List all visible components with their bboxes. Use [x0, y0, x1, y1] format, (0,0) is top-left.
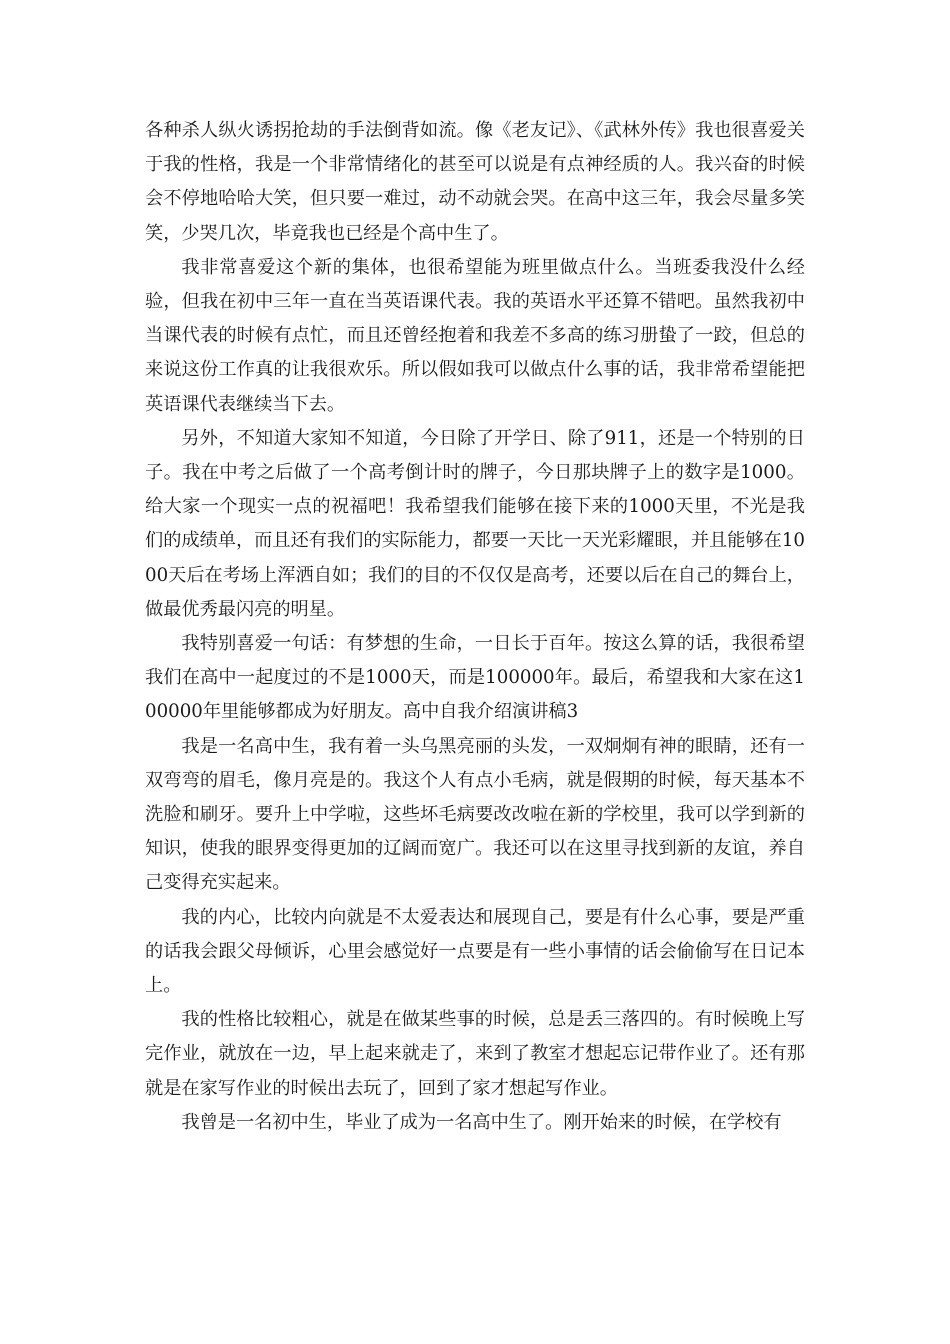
- paragraph-1: 各种杀人纵火诱拐抢劫的手法倒背如流。像《老友记》、《武林外传》我也很喜爱关于我的性格，我是一个非常情绪化的甚至可以说是有点神经质的人。我兴奋的时候会不停地哈哈大笑，但只要一难过，动不动就会哭。在高中这三年，我会尽量多笑笑，少哭几次，毕竟我也已经是个高中生了。: [145, 120, 805, 244]
- paragraph-3: 另外，不知道大家知不知道，今日除了开学日、除了911，还是一个特别的日子。我在中考之后做了一个高考倒计时的牌子，今日那块牌子上的数字是1000。给大家一个现实一点的祝福吧！我希望我们能够在接下来的1000天里，不光是我们的成绩单，而且还有我们的实际能力，都要一天比一天光彩耀眼，并且能够在1000天后在考场上浑洒自如；我们的目的不仅仅是高考，还要以后在自己的舞台上，做最优秀最闪亮的明星。: [145, 427, 805, 620]
- paragraph-7: 我的性格比较粗心，就是在做某些事的时候，总是丢三落四的。有时候晚上写完作业，就放在一边，早上起来就走了，来到了教室才想起忘记带作业了。还有那就是在家写作业的时候出去玩了，回到了家才想起写作业。: [145, 1009, 805, 1099]
- body-text: [145, 114, 805, 1140]
- paragraph-4: 我特别喜爱一句话：有梦想的生命，一日长于百年。按这么算的话，我很希望我们在高中一起度过的不是1000天，而是100000年。最后，希望我和大家在这100000年里能够都成为好朋友。高中自我介绍演讲稿3: [145, 633, 805, 723]
- paragraph-5: 我是一名高中生，我有着一头乌黑亮丽的头发，一双炯炯有神的眼睛，还有一双弯弯的眉毛，像月亮是的。我这个人有点小毛病，就是假期的时候，每天基本不洗脸和刷牙。要升上中学啦，这些坏毛病要改改啦在新的学校里，我可以学到新的知识，使我的眼界变得更加的辽阔而宽广。我还可以在这里寻找到新的友谊，养自己变得充实起来。: [145, 735, 805, 894]
- paragraph-8: 我曾是一名初中生，毕业了成为一名高中生了。刚开始来的时候，在学校有: [181, 1111, 782, 1133]
- paragraph-2: 我非常喜爱这个新的集体，也很希望能为班里做点什么。当班委我没什么经验，但我在初中三年一直在当英语课代表。我的英语水平还算不错吧。虽然我初中当课代表的时候有点忙，而且还曾经抱着和我差不多高的练习册蛰了一跤，但总的来说这份工作真的让我很欢乐。所以假如我可以做点什么事的话，我非常希望能把英语课代表继续当下去。: [145, 256, 805, 415]
- paragraph-6: 我的内心，比较内向就是不太爱表达和展现自己，要是有什么心事，要是严重的话我会跟父母倾诉，心里会感觉好一点要是有一些小事情的话会偷偷写在日记本上。: [145, 906, 805, 997]
